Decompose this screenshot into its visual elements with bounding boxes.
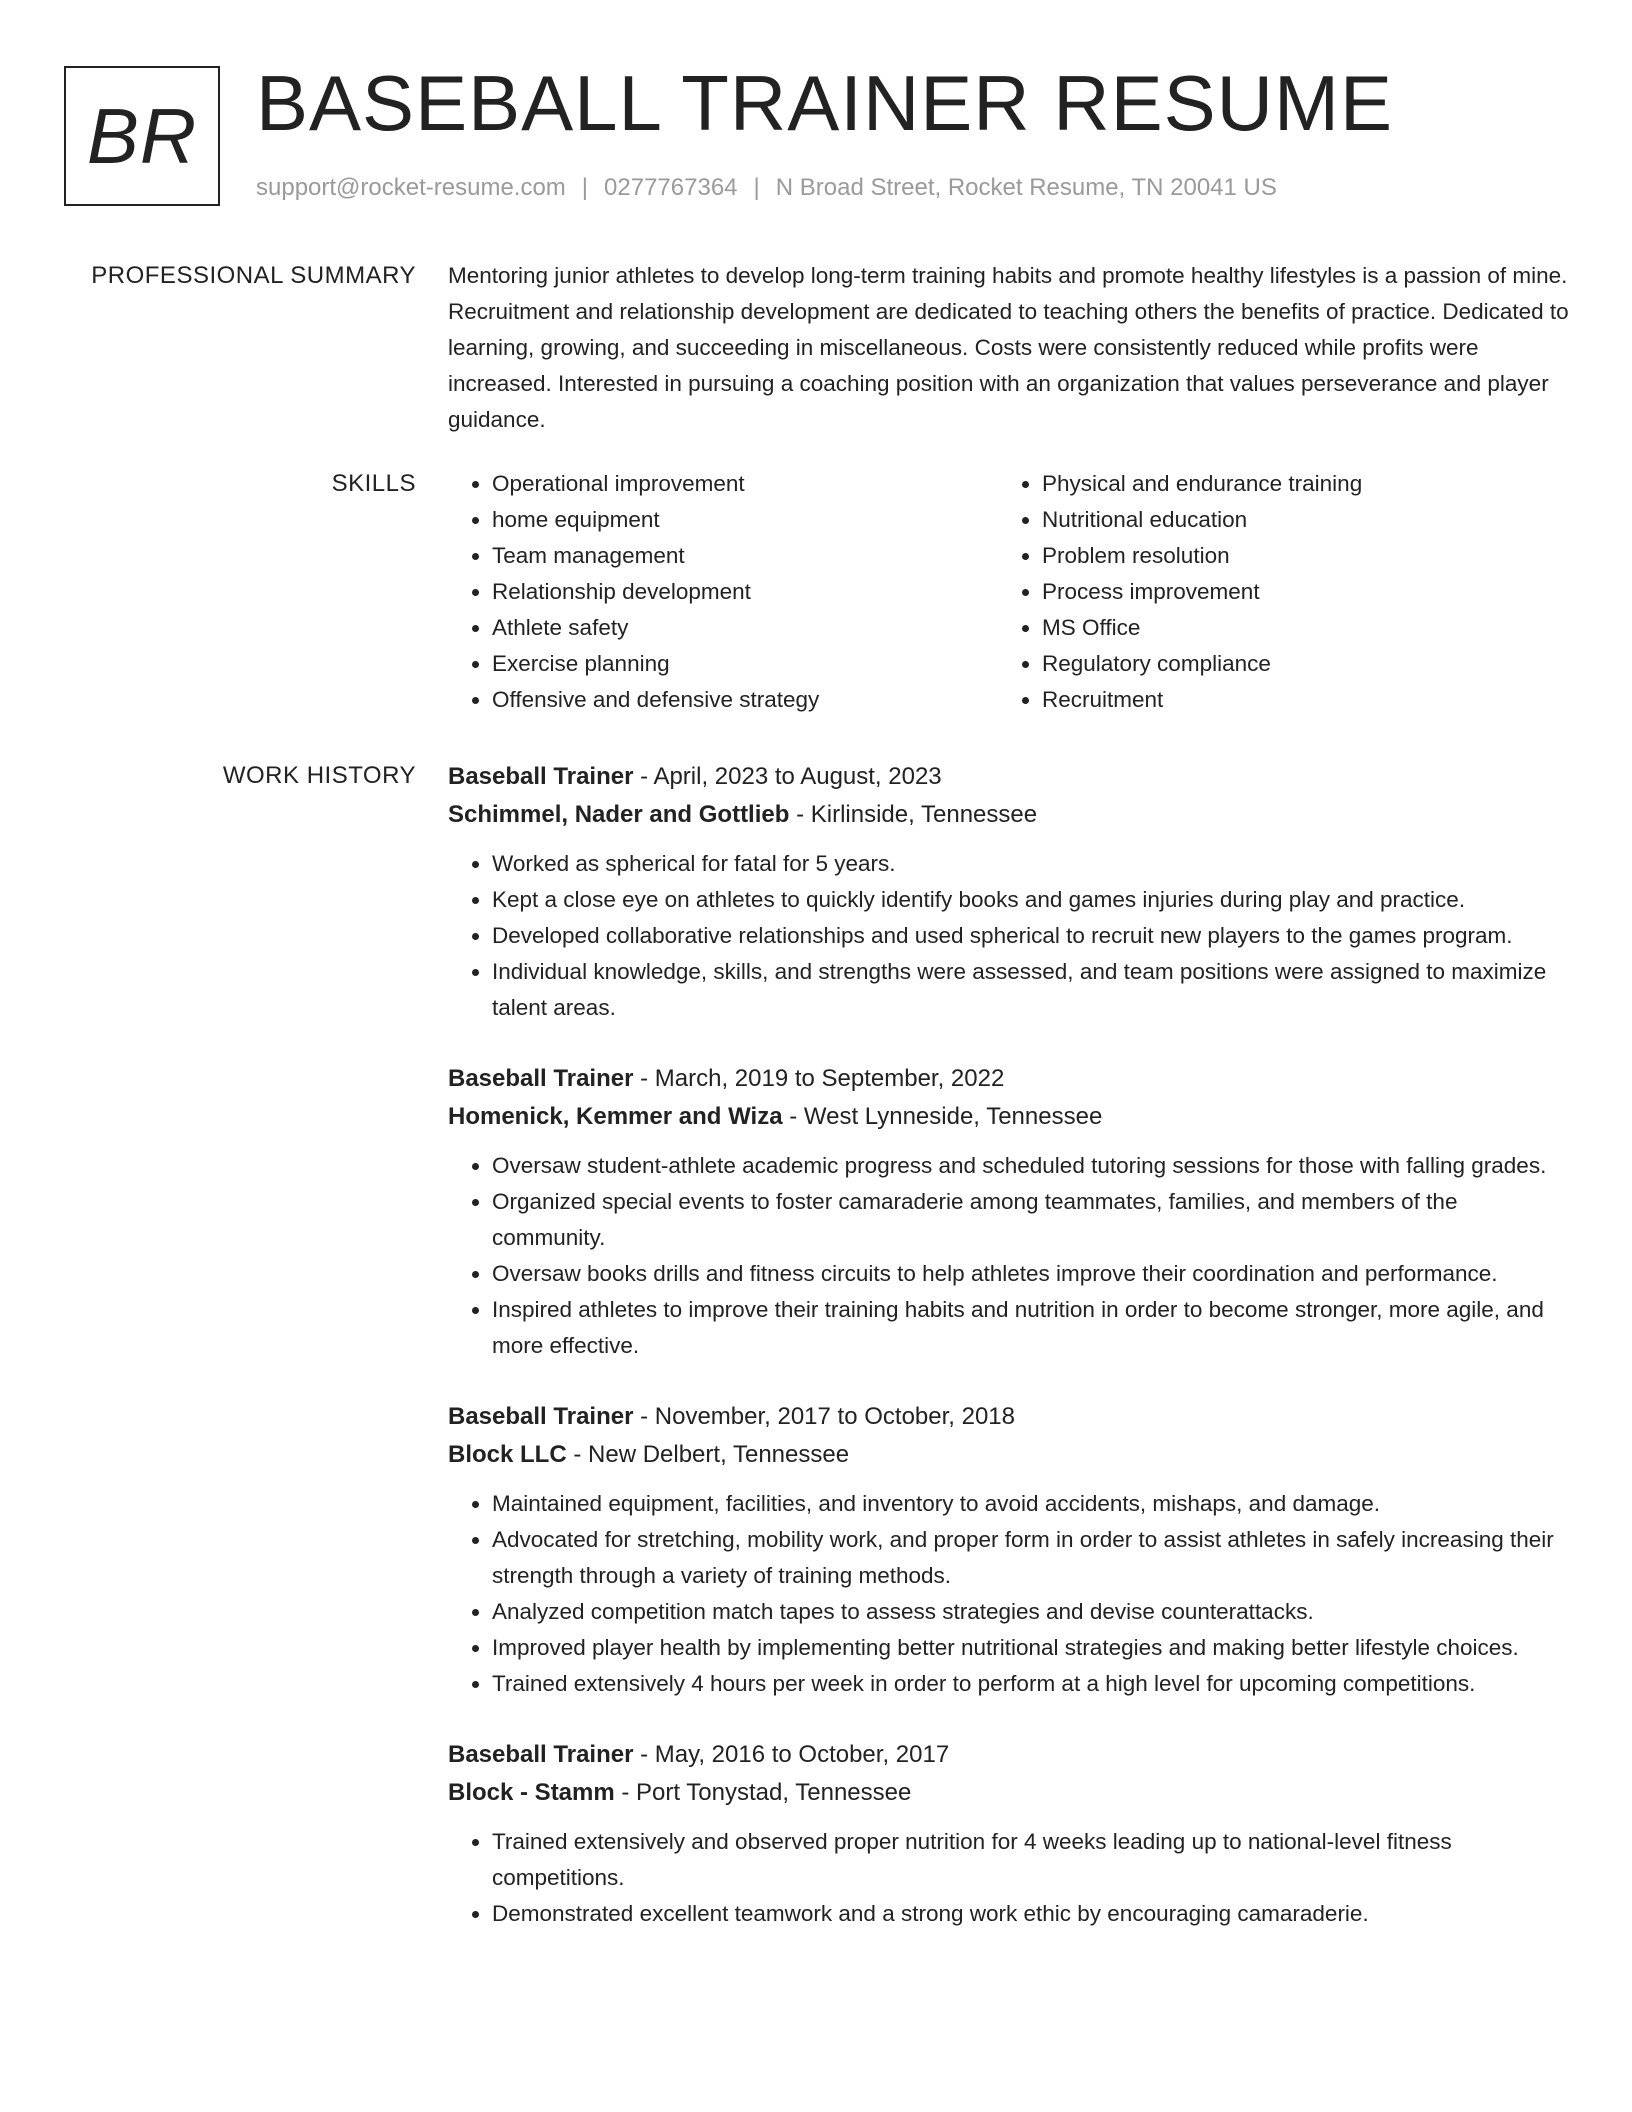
job-title: Baseball Trainer — [448, 1065, 634, 1092]
skill-item: • Recruitment — [1042, 682, 1548, 718]
skill-item: • Process improvement — [1042, 574, 1548, 610]
skill-item: • Nutritional education — [1042, 502, 1548, 538]
job-company: Homenick, Kemmer and Wiza — [448, 1103, 783, 1130]
contact-email[interactable]: support@rocket-resume.com — [256, 174, 566, 201]
skills-list-right — [998, 466, 1548, 718]
summary-text: Mentoring junior athletes to develop long-term training habits and promote healthy lifestyles is a passion of mine. Recruitment and relationship development are dedicated to teaching others the benefits of practice. Dedicated to learning, growing, and succeeding in miscellaneous. Costs were consistently reduced while profits were increased. Interested in pursuing a coaching position with an organization that values perseverance and player guidance. — [448, 263, 1569, 432]
job-bullets — [448, 1486, 1572, 1702]
job-bullet: • Developed collaborative relationships and used spherical to recruit new players to the games program. — [492, 918, 1572, 954]
job-entry — [448, 1060, 1572, 1364]
skill-item: • Relationship development — [492, 574, 998, 610]
job-title-line — [448, 758, 1572, 796]
skill-item: • Athlete safety — [492, 610, 998, 646]
job-title-line — [448, 1736, 1572, 1774]
job-title-line — [448, 1398, 1572, 1436]
skills-columns — [448, 466, 1572, 718]
contact-separator: | — [581, 174, 589, 201]
contact-address: N Broad Street, Rocket Resume, TN 20041 US — [775, 174, 1277, 201]
job-bullets — [448, 1148, 1572, 1364]
job-bullet: • Inspired athletes to improve their training habits and nutrition in order to become stronger, more agile, and more effective. — [492, 1292, 1572, 1364]
job-bullet: • Kept a close eye on athletes to quickly identify books and games injuries during play and practice. — [492, 882, 1572, 918]
job-location: - New Delbert, Tennessee — [566, 1441, 850, 1468]
job-location: - West Lynneside, Tennessee — [782, 1103, 1103, 1130]
job-bullet: • Trained extensively 4 hours per week in order to perform at a high level for upcoming competitions. — [492, 1666, 1572, 1702]
skill-item: • Team management — [492, 538, 998, 574]
resume-title: BASEBALL TRAINER RESUME — [256, 59, 1394, 147]
job-bullet: • Advocated for stretching, mobility work, and proper form in order to assist athletes in safely increasing their strength through a variety of training methods. — [492, 1522, 1572, 1594]
skill-item: • Problem resolution — [1042, 538, 1548, 574]
job-dates: - May, 2016 to October, 2017 — [633, 1741, 950, 1768]
job-bullet: • Demonstrated excellent teamwork and a strong work ethic by encouraging camaraderie. — [492, 1896, 1572, 1932]
job-bullet: • Worked as spherical for fatal for 5 years. — [492, 846, 1572, 882]
skills-list-left — [448, 466, 998, 718]
job-company-line — [448, 1774, 1572, 1812]
work-history-list — [448, 758, 1572, 1966]
resume-header — [64, 59, 1584, 210]
job-company-line — [448, 1098, 1572, 1136]
skill-item: • Exercise planning — [492, 646, 998, 682]
job-title-line — [448, 1060, 1572, 1098]
monogram-badge: BR — [64, 66, 220, 206]
job-title: Baseball Trainer — [448, 1741, 634, 1768]
job-company: Block - Stamm — [448, 1779, 615, 1806]
job-entry — [448, 1398, 1572, 1702]
section-label-summary: PROFESSIONAL SUMMARY — [91, 262, 416, 289]
section-label-skills: SKILLS — [331, 470, 416, 497]
contact-separator: | — [753, 174, 760, 201]
job-bullets — [448, 1824, 1572, 1932]
job-title: Baseball Trainer — [448, 1403, 634, 1430]
job-bullets — [448, 846, 1572, 1026]
job-location: - Kirlinside, Tennessee — [789, 801, 1038, 828]
job-bullet: • Organized special events to foster camaraderie among teammates, families, and members of the community. — [492, 1184, 1572, 1256]
job-bullet: • Individual knowledge, skills, and strengths were assessed, and team positions were assigned to maximize talent areas. — [492, 954, 1572, 1026]
job-bullet: • Trained extensively and observed proper nutrition for 4 weeks leading up to national-level fitness competitions. — [492, 1824, 1572, 1896]
job-company: Block LLC — [448, 1441, 567, 1468]
job-bullet: • Oversaw books drills and fitness circuits to help athletes improve their coordination and performance. — [492, 1256, 1572, 1292]
job-company-line — [448, 796, 1572, 834]
job-bullet: • Improved player health by implementing better nutritional strategies and making better lifestyle choices. — [492, 1630, 1572, 1666]
section-label-work-history: WORK HISTORY — [222, 762, 416, 789]
job-bullet: • Maintained equipment, facilities, and inventory to avoid accidents, mishaps, and damage. — [492, 1486, 1572, 1522]
job-bullet: • Analyzed competition match tapes to assess strategies and devise counterattacks. — [492, 1594, 1572, 1630]
skill-item: • Physical and endurance training — [1042, 466, 1548, 502]
job-dates: - April, 2023 to August, 2023 — [633, 763, 942, 790]
job-title: Baseball Trainer — [448, 763, 634, 790]
job-dates: - November, 2017 to October, 2018 — [633, 1403, 1015, 1430]
skill-item: • Regulatory compliance — [1042, 646, 1548, 682]
skill-item: • Offensive and defensive strategy — [492, 682, 998, 718]
contact-phone[interactable]: 0277767364 — [604, 174, 738, 201]
skill-item: • Operational improvement — [492, 466, 998, 502]
job-entry — [448, 758, 1572, 1026]
job-company-line — [448, 1436, 1572, 1474]
skill-item: • MS Office — [1042, 610, 1548, 646]
job-bullet: • Oversaw student-athlete academic progress and scheduled tutoring sessions for those with falling grades. — [492, 1148, 1572, 1184]
job-company: Schimmel, Nader and Gottlieb — [448, 801, 790, 828]
contact-line — [256, 174, 1277, 202]
skill-item: • home equipment — [492, 502, 998, 538]
job-entry — [448, 1736, 1572, 1932]
job-location: - Port Tonystad, Tennessee — [614, 1779, 912, 1806]
job-dates: - March, 2019 to September, 2022 — [633, 1065, 1005, 1092]
